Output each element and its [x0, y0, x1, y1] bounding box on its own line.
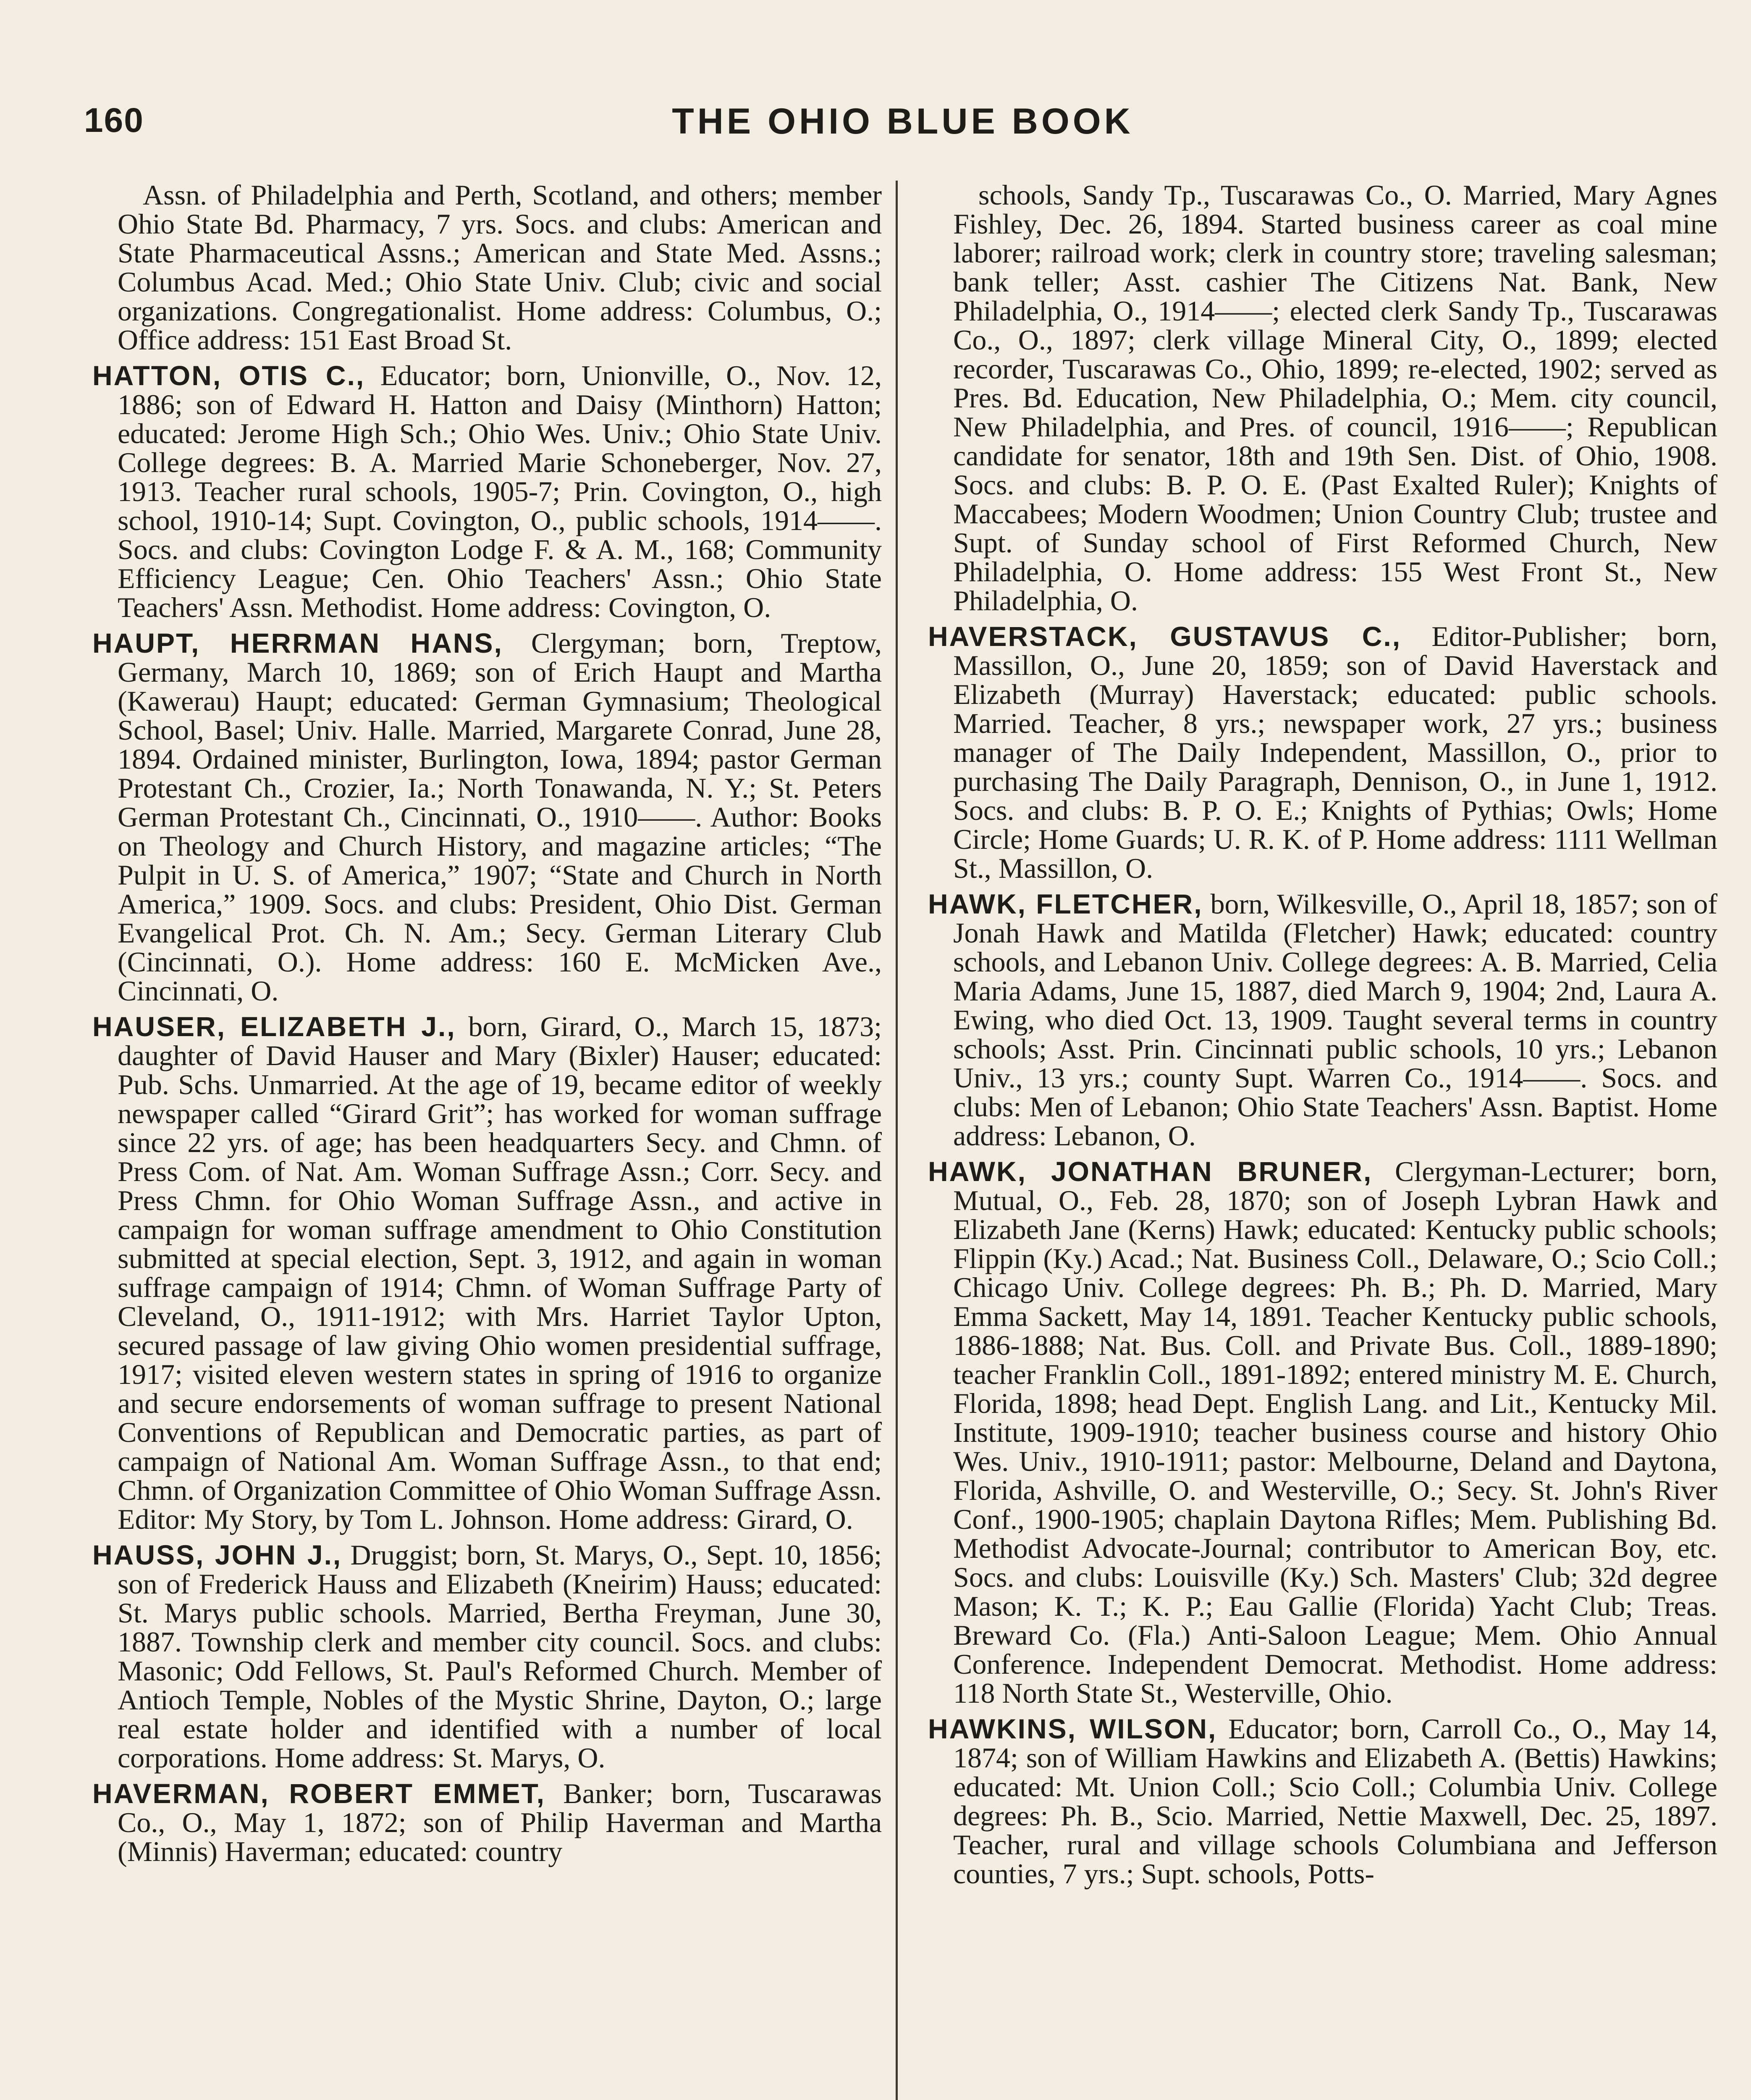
entry-name: HAWK, JONATHAN BRUNER,	[928, 1156, 1373, 1187]
entry-text: Editor-Publisher; born, Massillon, O., June 20, 1859; son of David Haverstack and Elizabeth (Murray) Haverstack; educated: public schools. Married. Teacher, 8 yrs.; newspaper work, 27 yrs.; business manager of The Daily Independent, Massillon, O., prior to purchasing The Daily Paragraph, Dennison, O., in June 1, 1912. Socs. and clubs: B. P. O. E.; Knights of Pythias; Owls; Home Circle; Home Guards; U. R. K. of P. Home address: 1111 Wellman St., Massillon, O.	[953, 620, 1717, 884]
entry-text: schools, Sandy Tp., Tuscarawas Co., O. Married, Mary Agnes Fishley, Dec. 26, 1894. Started business career as coal mine laborer; railroad work; clerk in country store; traveling salesman; bank teller; Asst. cashier The Citizens Nat. Bank, New Philadelphia, O., 1914——; elected clerk Sandy Tp., Tuscarawas Co., O., 1897; clerk village Mineral City, O., 1899; elected recorder, Tuscarawas Co., Ohio, 1899; re-elected, 1902; served as Pres. Bd. Education, New Philadelphia, O.; Mem. city council, New Philadelphia, and Pres. of council, 1916——; Republican candidate for senator, 18th and 19th Sen. Dist. of Ohio, 1908. Socs. and clubs: B. P. O. E. (Past Exalted Ruler); Knights of Maccabees; Modern Woodmen; Union Country Club; trustee and Supt. of Sunday school of First Reformed Church, New Philadelphia, O. Home address: 155 West Front St., New Philadelphia, O.	[953, 179, 1717, 617]
entry-text: Banker; born, Tuscarawas Co., O., May 1, 1872; son of Philip Haverman and Martha (Minnis) Haverman; educated: country	[118, 1777, 882, 1867]
continued-entry	[92, 181, 882, 354]
entry-text: Clergyman-Lecturer; born, Mutual, O., Feb. 28, 1870; son of Joseph Lybran Hawk and Elizabeth Jane (Kerns) Hawk; educated: Kentucky public schools; Flippin (Ky.) Acad.; Nat. Business Coll., Delaware, O.; Scio Coll.; Chicago Univ. College degrees: Ph. B.; Ph. D. Married, Mary Emma Sackett, May 14, 1891. Teacher Kentucky public schools, 1886-1888; Nat. Bus. Coll. and Private Bus. Coll., 1889-1890; teacher Franklin Coll., 1891-1892; entered ministry M. E. Church, Florida, 1898; head Dept. English Lang. and Lit., Kentucky Mil. Institute, 1909-1910; teacher business course and history Ohio Wes. Univ., 1910-1911; pastor: Melbourne, Deland and Daytona, Florida, Ashville, O. and Westerville, O.; Secy. St. John's River Conf., 1900-1905; chaplain Daytona Rifles; Mem. Publishing Bd. Methodist Advocate-Journal; contributor to American Boy, etc. Socs. and clubs: Louisville (Ky.) Sch. Masters' Club; 32d degree Mason; K. T.; K. P.; Eau Gallie (Florida) Yacht Club; Treas. Breward Co. (Fla.) Anti-Saloon League; Mem. Ohio Annual Conference. Independent Democrat. Methodist. Home address: 118 North State St., Westerville, Ohio.	[953, 1155, 1717, 1709]
column-divider	[896, 181, 898, 2100]
biography-entry	[928, 1714, 1717, 1888]
continued-entry	[928, 181, 1717, 615]
biography-entry	[928, 1157, 1717, 1708]
entry-text: born, Girard, O., March 15, 1873; daughter of David Hauser and Mary (Bixler) Hauser; educated: Pub. Schs. Unmarried. At the age of 19, became editor of weekly newspaper called “Girard Grit”; has worked for woman suffrage since 22 yrs. of age; has been headquarters Secy. and Chmn. of Press Com. of Nat. Am. Woman Suffrage Assn.; Corr. Secy. and Press Chmn. for Ohio Woman Suffrage Assn., and active in campaign for woman suffrage amendment to Ohio Constitution submitted at special election, Sept. 3, 1912, and again in woman suffrage campaign of 1914; Chmn. of Woman Suffrage Party of Cleveland, O., 1911-1912; with Mrs. Harriet Taylor Upton, secured passage of law giving Ohio women presidential suffrage, 1917; visited eleven western states in spring of 1916 to organize and secure endorsements of woman suffrage to present National Conventions of Republican and Democratic parties, as part of campaign of National Am. Woman Suffrage Assn., to that end; Chmn. of Organization Committee of Ohio Woman Suffrage Assn. Editor: My Story, by Tom L. Johnson. Home address: Girard, O.	[118, 1011, 882, 1535]
page-header	[0, 101, 1751, 160]
right-column	[928, 181, 1717, 1895]
entry-name: HAUPT, HERRMAN HANS,	[92, 627, 503, 659]
entry-text: Educator; born, Unionville, O., Nov. 12, 1886; son of Edward H. Hatton and Daisy (Minthorn) Hatton; educated: Jerome High Sch.; Ohio Wes. Univ.; Ohio State Univ. College degrees: B. A. Married Marie Schoneberger, Nov. 27, 1913. Teacher rural schools, 1905-7; Prin. Covington, O., high school, 1910-14; Supt. Covington, O., public schools, 1914——. Socs. and clubs: Covington Lodge F. & A. M., 168; Community Efficiency League; Cen. Ohio Teachers' Assn.; Ohio State Teachers' Assn. Methodist. Home address: Covington, O.	[118, 360, 882, 623]
entry-text: Assn. of Philadelphia and Perth, Scotland, and others; member Ohio State Bd. Pharmacy, 7 yrs. Socs. and clubs: American and State Pharmaceutical Assns.; American and State Med. Assns.; Columbus Acad. Med.; Ohio State Univ. Club; civic and social organizations. Congregationalist. Home address: Columbus, O.; Office address: 151 East Broad St.	[118, 179, 882, 356]
biography-entry	[928, 890, 1717, 1150]
biography-entry	[92, 1012, 882, 1534]
entry-name: HATTON, OTIS C.,	[92, 360, 365, 391]
biography-entry	[92, 1541, 882, 1772]
page-number: 160	[84, 101, 144, 139]
entry-name: HAVERSTACK, GUSTAVUS C.,	[928, 621, 1402, 652]
biography-entry	[92, 361, 882, 622]
entry-name: HAWK, FLETCHER,	[928, 888, 1203, 919]
entry-text: Druggist; born, St. Marys, O., Sept. 10, 1856; son of Frederick Hauss and Elizabeth (Kneirim) Hauss; educated: St. Marys public schools. Married, Bertha Freyman, June 30, 1887. Township clerk and member city council. Socs. and clubs: Masonic; Odd Fellows, St. Paul's Reformed Church. Member of Antioch Temple, Nobles of the Mystic Shrine, Dayton, O.; large real estate holder and identified with a number of local corporations. Home address: St. Marys, O.	[118, 1539, 882, 1774]
entry-text: Clergyman; born, Treptow, Germany, March 10, 1869; son of Erich Haupt and Martha (Kawerau) Haupt; educated: German Gymnasium; Theological School, Basel; Univ. Halle. Married, Margarete Conrad, June 28, 1894. Ordained minister, Burlington, Iowa, 1894; pastor German Protestant Ch., Crozier, Ia.; North Tonawanda, N. Y.; St. Peters German Protestant Ch., Cincinnati, O., 1910——. Author: Books on Theology and Church History, and magazine articles; “The Pulpit in U. S. of America,” 1907; “State and Church in North America,” 1909. Socs. and clubs: President, Ohio Dist. German Evangelical Prot. Ch. N. Am.; Secy. German Literary Club (Cincinnati, O.). Home address: 160 E. McMicken Ave., Cincinnati, O.	[118, 627, 882, 1007]
entry-name: HAWKINS, WILSON,	[928, 1713, 1217, 1744]
running-title: THE OHIO BLUE BOOK	[672, 101, 1134, 142]
entry-name: HAUSS, JOHN J.,	[92, 1539, 342, 1570]
entry-text: Educator; born, Carroll Co., O., May 14, 1874; son of William Hawkins and Elizabeth A. (Bettis) Hawkins; educated: Mt. Union Coll.; Scio Coll.; Columbia Univ. College degrees: Ph. B., Scio. Married, Nettie Maxwell, Dec. 25, 1897. Teacher, rural and village schools Columbiana and Jefferson counties, 7 yrs.; Supt. schools, Potts-	[953, 1713, 1718, 1890]
entry-text: born, Wilkesville, O., April 18, 1857; son of Jonah Hawk and Matilda (Fletcher) Hawk; educated: country schools, and Lebanon Univ. College degrees: A. B. Married, Celia Maria Adams, June 15, 1887, died March 9, 1904; 2nd, Laura A. Ewing, who died Oct. 13, 1909. Taught several terms in country schools; Asst. Prin. Cincinnati public schools, 10 yrs.; Lebanon Univ., 13 yrs.; county Supt. Warren Co., 1914——. Socs. and clubs: Men of Lebanon; Ohio State Teachers' Assn. Baptist. Home address: Lebanon, O.	[953, 888, 1717, 1152]
left-column	[92, 181, 882, 1873]
entry-name: HAUSER, ELIZABETH J.,	[92, 1011, 456, 1042]
biography-entry	[928, 622, 1717, 883]
biography-entry	[92, 629, 882, 1005]
entry-name: HAVERMAN, ROBERT EMMET,	[92, 1778, 545, 1809]
biography-entry	[92, 1779, 882, 1866]
